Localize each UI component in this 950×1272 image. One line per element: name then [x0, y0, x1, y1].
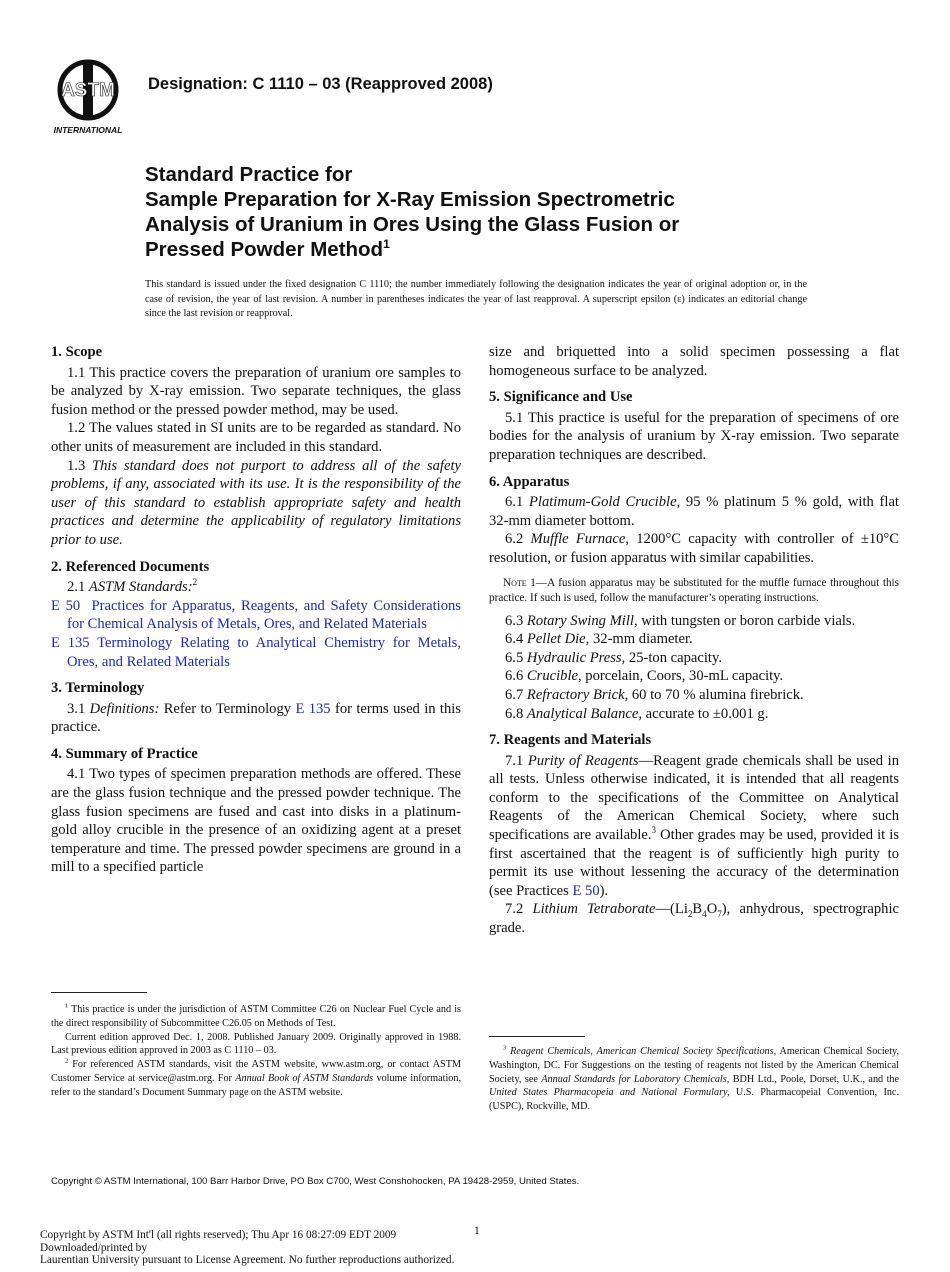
- link-e135[interactable]: E 135: [295, 700, 331, 717]
- apparatus-item-6-5: 6.5 Hydraulic Press, 25-ton capacity.: [505, 649, 722, 666]
- download-line-3: Laurentian University pursuant to License Agreement. No further reproductions authorized.: [40, 1254, 455, 1267]
- left-column: [51, 343, 461, 877]
- title-line-2: Sample Preparation for X-Ray Emission Spectrometric: [145, 188, 675, 211]
- reference-e135[interactable]: E 135 Terminology Relating to Analytical Chemistry for Metals, Ores, and Related Materials: [51, 634, 461, 670]
- page-number: 1: [474, 1225, 480, 1237]
- apparatus-item-6-2: 6.2 Muffle Furnace, 1200°C capacity with controller of ±10°C resolution, or fusion apparatus with similar capabilities.: [489, 531, 899, 566]
- apparatus-item-6-6: 6.6 Crucible, porcelain, Coors, 30-mL capacity.: [505, 668, 784, 685]
- footnote-rule-right: [489, 1036, 585, 1037]
- astm-logo-icon: [50, 56, 136, 138]
- link-e50[interactable]: E 50: [572, 882, 600, 899]
- footnote-1-edition: Current edition approved Dec. 1, 2008. Published January 2009. Originally approved in 1988. Last previous edition approved in 2003 as C 1110 – 03.: [51, 1031, 461, 1057]
- issuance-notice: This standard is issued under the fixed designation C 1110; the number immediately following the designation indicates the year of original adoption or, in the case of revision, the year of last revision. A number in parentheses indicates the year of last reapproval. A superscript epsilon (ε) indicates an editorial change since the last revision or reapproval.: [145, 279, 807, 319]
- apparatus-item-6-1: 6.1 Platimum-Gold Crucible, 95 % platinum 5 % gold, with flat 32-mm diameter bottom.: [489, 494, 899, 529]
- right-column: [489, 343, 899, 938]
- title-line-4: Pressed Powder Method$^1$: [145, 237, 390, 261]
- section-heading-referenced-documents: 2. Referenced Documents: [51, 558, 210, 575]
- paragraph-7-1: 7.1 Purity of Reagents—Reagent grade chemicals shall be used in all tests. Unless otherwise indicated, it is intended that all reagents conform to the specifications of the Committee on Analytical Reagents of the American Chemical Society, where such specifications are available.$^3$ Other grades may be used, provided it is first ascertained that the reagent is of sufficiently high purity to permit its use without lessening the accuracy of the determination (see Practices E 50).: [489, 752, 900, 899]
- footnote-rule-left: [51, 992, 147, 993]
- paragraph-1-3: 1.3 This standard does not purport to address all of the safety problems, if any, associated with its use. It is the responsibility of the user of this standard to establish appropriate safety and health practices and determine the applicability of regulatory limitations prior to use.: [51, 457, 461, 548]
- apparatus-item-6-8: 6.8 Analytical Balance, accurate to ±0.001 g.: [505, 705, 769, 722]
- paragraph-1-2: 1.2 The values stated in SI units are to be regarded as standard. No other units of measurement are included in this standard.: [51, 420, 461, 455]
- designation: Designation: C 1110 – 03 (Reapproved 2008): [148, 75, 493, 93]
- reference-e50[interactable]: E 50 Practices for Apparatus, Reagents, and Safety Considerations for Chemical Analysis of Metals, Ores, and Related Materials: [51, 597, 461, 633]
- paragraph-1-1: 1.1 This practice covers the preparation of uranium ore samples to be analyzed by X-ray emission. Two separate techniques, the glass fusion method or the pressed powder method, may be used.: [51, 364, 461, 418]
- section-heading-significance: 5. Significance and Use: [489, 389, 633, 406]
- paragraph-2-1: 2.1 ASTM Standards:$^2$: [67, 577, 198, 596]
- document-title: [145, 162, 845, 262]
- section-heading-terminology: 3. Terminology: [51, 680, 145, 697]
- section-heading-summary: 4. Summary of Practice: [51, 745, 198, 762]
- footnote-2: $^2$ For referenced ASTM standards, visit the ASTM website, www.astm.org, or contact ASTM Customer Service at service@astm.org. For Annual Book of ASTM Standards volume information, refer to the standard’s Document Summary page on the ASTM website.: [51, 1057, 462, 1098]
- download-line-1: Copyright by ASTM Int'l (all rights reserved); Thu Apr 16 08:27:09 EDT 2009: [40, 1229, 397, 1241]
- copyright-line: Copyright © ASTM International, 100 Barr Harbor Drive, PO Box C700, West Conshohocken, PA 19428-2959, United States.: [51, 1176, 580, 1187]
- section-heading-apparatus: 6. Apparatus: [489, 473, 570, 490]
- svg-text:INTERNATIONAL: INTERNATIONAL: [53, 125, 123, 135]
- paragraph-7-2: 7.2 Lithium $Tetraborate—(Li_2B_4O_7)$, anhydrous, spectrographic grade.: [489, 901, 900, 937]
- apparatus-item-6-4: 6.4 Pellet Die, 32-mm diameter.: [505, 631, 693, 648]
- note-1: Note 1—A fusion apparatus may be substituted for the muffle furnace throughout this practice. If such is used, follow the manufacturer’s operating instructions.: [489, 576, 899, 604]
- svg-text:ASTM: ASTM: [61, 80, 115, 101]
- footnote-1: $^1$ This practice is under the jurisdiction of ASTM Committee C26 on Nuclear Fuel Cycle and is the direct responsibility of Subcommittee C26.05 on Methods of Test.: [51, 1002, 461, 1029]
- paragraph-3-1: 3.1 Definitions: Refer to Terminology E 135 for terms used in this practice.: [51, 700, 461, 736]
- footnotes-left: [51, 1003, 461, 1100]
- footnotes-right: [489, 1045, 899, 1114]
- apparatus-item-6-7: 6.7 Refractory Brick, 60 to 70 % alumina firebrick.: [505, 686, 804, 703]
- title-line-1: Standard Practice for: [145, 163, 353, 186]
- paragraph-4-1-continued: size and briquetted into a solid specimen possessing a flat homogeneous surface to be analyzed.: [489, 344, 899, 379]
- paragraph-5-1: 5.1 This practice is useful for the preparation of specimens of ore bodies for the analysis of uranium by X-ray emission. Two separate preparation techniques are described.: [489, 409, 899, 463]
- section-heading-reagents: 7. Reagents and Materials: [489, 732, 652, 749]
- title-line-3: Analysis of Uranium in Ores Using the Glass Fusion or: [145, 213, 680, 236]
- apparatus-item-6-3: 6.3 Rotary Swing Mill, with tungsten or boron carbide vials.: [505, 612, 856, 629]
- paragraph-4-1: 4.1 Two types of specimen preparation methods are offered. These are the glass fusion technique and the pressed powder technique. The glass fusion specimens are fused and cast into disks in a platinum-gold alloy crucible in the presence of an oxidizing agent at a preset temperature and time. The pressed powder specimens are ground in a mill to a specified particle: [51, 766, 461, 876]
- astm-logo: [50, 56, 136, 138]
- download-notice: [40, 1229, 454, 1267]
- section-heading-scope: 1. Scope: [51, 344, 103, 360]
- download-line-2: Downloaded/printed by: [40, 1241, 147, 1254]
- footnote-3: $^3$ Reagent Chemicals, American Chemical Society Specifications, American Chemical Society, Washington, DC. For Suggestions on the testing of reagents not listed by the American Chemical Society, see Annual Standards for Laboratory Chemicals, BDH Ltd., Poole, Dorset, U.K., and the United States Pharmacopeia and National Formulary, U.S. Pharmacopeial Convention, Inc. (USPC), Rockville, MD.: [489, 1044, 900, 1113]
